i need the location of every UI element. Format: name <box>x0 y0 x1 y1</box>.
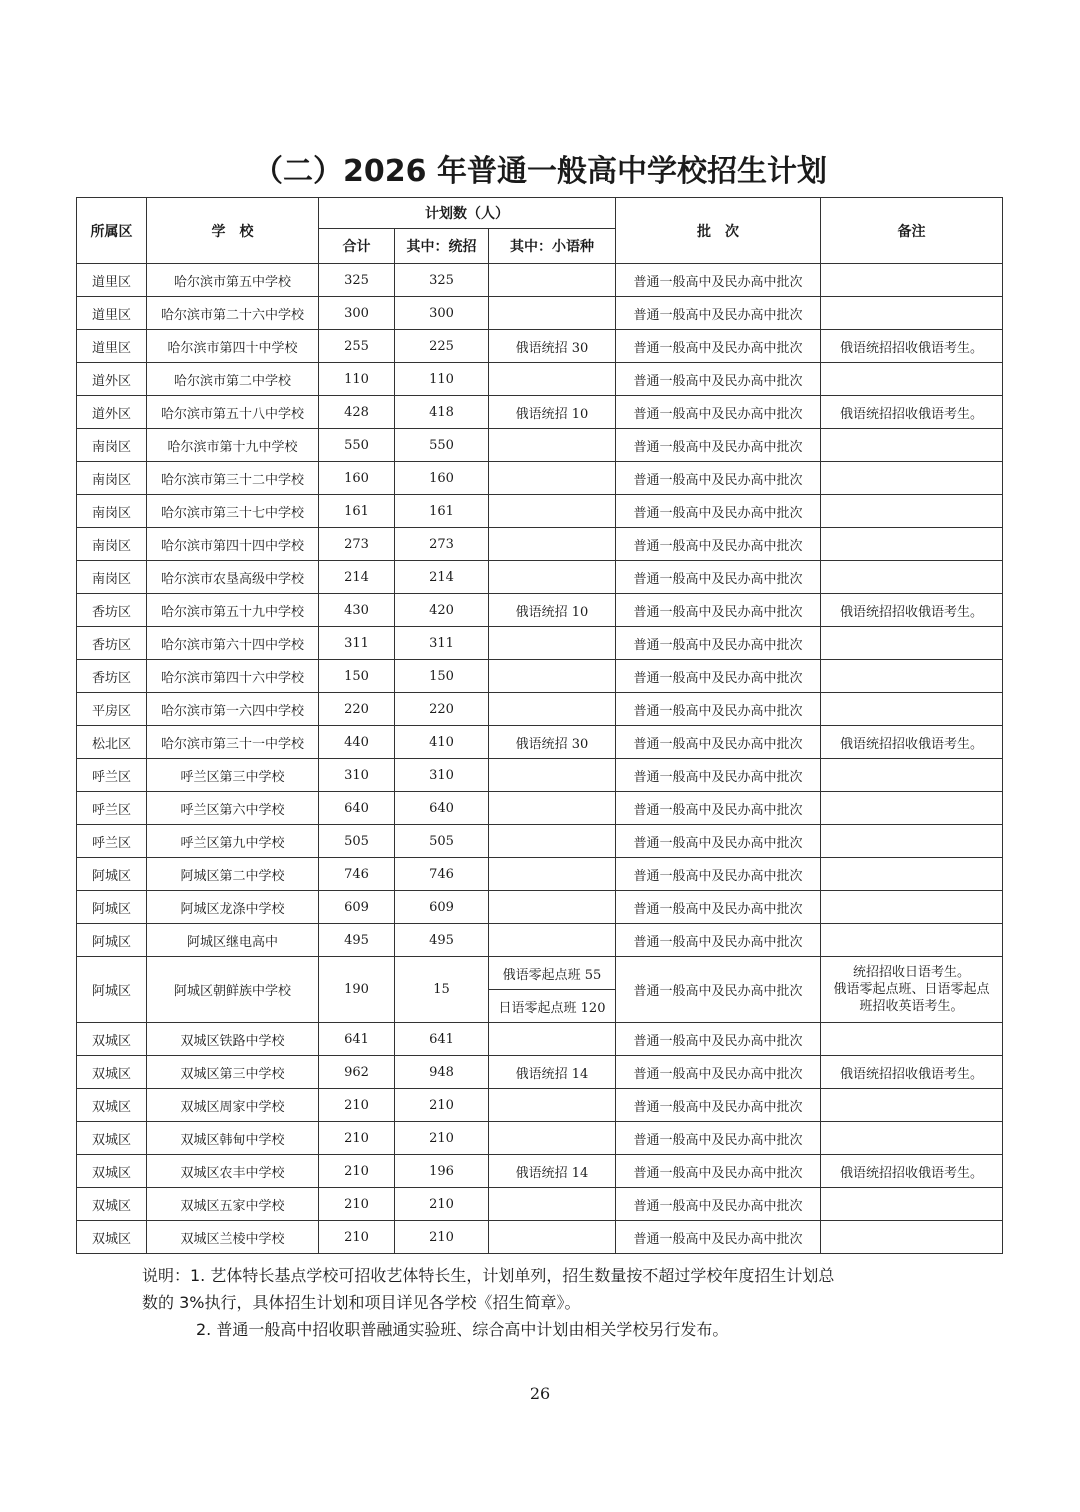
cell-total: 641 <box>319 1023 395 1056</box>
cell-remark <box>821 1023 1003 1056</box>
cell-batch: 普通一般高中及民办高中批次 <box>616 495 821 528</box>
cell-batch: 普通一般高中及民办高中批次 <box>616 363 821 396</box>
cell-total: 325 <box>319 264 395 297</box>
cell-district: 南岗区 <box>77 429 147 462</box>
cell-school: 阿城区朝鲜族中学校 <box>147 957 319 1023</box>
cell-batch: 普通一般高中及民办高中批次 <box>616 264 821 297</box>
cell-district: 双城区 <box>77 1089 147 1122</box>
cell-remark <box>821 1188 1003 1221</box>
cell-school: 哈尔滨市第五十九中学校 <box>147 594 319 627</box>
table-row <box>77 297 1003 330</box>
cell-district: 松北区 <box>77 726 147 759</box>
cell-unified: 161 <box>395 495 489 528</box>
table-row <box>77 726 1003 759</box>
cell-batch: 普通一般高中及民办高中批次 <box>616 330 821 363</box>
cell-remark <box>821 759 1003 792</box>
cell-unified: 110 <box>395 363 489 396</box>
cell-school: 双城区农丰中学校 <box>147 1155 319 1188</box>
cell-remark: 俄语统招招收俄语考生。 <box>821 726 1003 759</box>
cell-batch: 普通一般高中及民办高中批次 <box>616 660 821 693</box>
cell-district: 南岗区 <box>77 495 147 528</box>
cell-minor-language: 俄语统招 30 <box>489 330 616 363</box>
cell-district: 南岗区 <box>77 561 147 594</box>
cell-unified: 311 <box>395 627 489 660</box>
cell-school: 哈尔滨市第三十一中学校 <box>147 726 319 759</box>
cell-total: 190 <box>319 957 395 1023</box>
cell-district: 道里区 <box>77 330 147 363</box>
cell-unified: 641 <box>395 1023 489 1056</box>
table-row <box>77 792 1003 825</box>
header-batch: 批 次 <box>616 198 821 264</box>
cell-unified: 418 <box>395 396 489 429</box>
cell-total: 430 <box>319 594 395 627</box>
cell-remark <box>821 660 1003 693</box>
cell-total: 311 <box>319 627 395 660</box>
cell-remark <box>821 264 1003 297</box>
cell-batch: 普通一般高中及民办高中批次 <box>616 825 821 858</box>
table-body-upper <box>77 264 1003 957</box>
table-row <box>77 891 1003 924</box>
cell-remark <box>821 495 1003 528</box>
cell-unified: 410 <box>395 726 489 759</box>
cell-total: 428 <box>319 396 395 429</box>
cell-minor-language <box>489 1089 616 1122</box>
cell-district: 双城区 <box>77 1221 147 1254</box>
cell-minor-language: 俄语统招 14 <box>489 1056 616 1089</box>
cell-school: 双城区韩甸中学校 <box>147 1122 319 1155</box>
cell-minor-language <box>489 825 616 858</box>
cell-school: 双城区第三中学校 <box>147 1056 319 1089</box>
cell-remark <box>821 429 1003 462</box>
cell-minor-language <box>489 627 616 660</box>
cell-minor-language <box>489 858 616 891</box>
cell-batch: 普通一般高中及民办高中批次 <box>616 1221 821 1254</box>
cell-total: 300 <box>319 297 395 330</box>
cell-batch: 普通一般高中及民办高中批次 <box>616 528 821 561</box>
cell-batch: 普通一般高中及民办高中批次 <box>616 1023 821 1056</box>
cell-school: 阿城区继电高中 <box>147 924 319 957</box>
page-title: （二）2026 年普通一般高中学校招生计划 <box>253 154 827 189</box>
table-row <box>77 1023 1003 1056</box>
cell-total: 746 <box>319 858 395 891</box>
table-row <box>77 924 1003 957</box>
cell-minor-language: 日语零起点班 120 <box>489 990 616 1023</box>
cell-school: 阿城区龙涤中学校 <box>147 891 319 924</box>
cell-total: 273 <box>319 528 395 561</box>
cell-district: 双城区 <box>77 1155 147 1188</box>
cell-unified: 210 <box>395 1221 489 1254</box>
cell-school: 双城区铁路中学校 <box>147 1023 319 1056</box>
cell-district: 道外区 <box>77 363 147 396</box>
cell-unified: 420 <box>395 594 489 627</box>
cell-district: 双城区 <box>77 1188 147 1221</box>
cell-minor-language <box>489 660 616 693</box>
cell-unified: 15 <box>395 957 489 1023</box>
page-number: 26 <box>529 1384 551 1403</box>
cell-minor-language <box>489 297 616 330</box>
cell-minor-language <box>489 561 616 594</box>
cell-district: 双城区 <box>77 1023 147 1056</box>
cell-unified: 210 <box>395 1188 489 1221</box>
cell-unified: 640 <box>395 792 489 825</box>
cell-unified: 220 <box>395 693 489 726</box>
cell-total: 160 <box>319 462 395 495</box>
cell-district: 阿城区 <box>77 891 147 924</box>
cell-district: 阿城区 <box>77 858 147 891</box>
cell-remark <box>821 792 1003 825</box>
table-row <box>77 627 1003 660</box>
cell-minor-language: 俄语统招 14 <box>489 1155 616 1188</box>
table-row <box>77 957 1003 990</box>
cell-minor-language: 俄语统招 10 <box>489 594 616 627</box>
cell-school: 哈尔滨市第五中学校 <box>147 264 319 297</box>
cell-batch: 普通一般高中及民办高中批次 <box>616 924 821 957</box>
table-row <box>77 462 1003 495</box>
header-school: 学 校 <box>147 198 319 264</box>
cell-remark: 俄语统招招收俄语考生。 <box>821 1056 1003 1089</box>
cell-unified: 495 <box>395 924 489 957</box>
table-row <box>77 330 1003 363</box>
note-line: 2. 普通一般高中招收职普融通实验班、综合高中计划由相关学校另行发布。 <box>196 1320 729 1339</box>
cell-remark: 俄语统招招收俄语考生。 <box>821 396 1003 429</box>
cell-district: 呼兰区 <box>77 759 147 792</box>
cell-remark: 俄语统招招收俄语考生。 <box>821 594 1003 627</box>
table-row <box>77 759 1003 792</box>
table-row <box>77 528 1003 561</box>
cell-remark <box>821 693 1003 726</box>
table-row <box>77 1221 1003 1254</box>
cell-minor-language <box>489 759 616 792</box>
cell-remark: 俄语统招招收俄语考生。 <box>821 1155 1003 1188</box>
table-row <box>77 363 1003 396</box>
table-row <box>77 1188 1003 1221</box>
table-row <box>77 495 1003 528</box>
cell-district: 香坊区 <box>77 660 147 693</box>
cell-school: 哈尔滨市第二中学校 <box>147 363 319 396</box>
cell-batch: 普通一般高中及民办高中批次 <box>616 957 821 1023</box>
header-plan-group: 计划数（人） <box>319 198 616 229</box>
cell-school: 呼兰区第九中学校 <box>147 825 319 858</box>
cell-total: 550 <box>319 429 395 462</box>
cell-unified: 300 <box>395 297 489 330</box>
cell-school: 哈尔滨市第四十四中学校 <box>147 528 319 561</box>
cell-batch: 普通一般高中及民办高中批次 <box>616 726 821 759</box>
cell-district: 阿城区 <box>77 957 147 1023</box>
cell-unified: 160 <box>395 462 489 495</box>
cell-minor-language: 俄语统招 10 <box>489 396 616 429</box>
cell-remark <box>821 1122 1003 1155</box>
cell-unified: 273 <box>395 528 489 561</box>
cell-minor-language <box>489 792 616 825</box>
cell-unified: 325 <box>395 264 489 297</box>
cell-minor-language: 俄语统招 30 <box>489 726 616 759</box>
header-total: 合计 <box>319 229 395 264</box>
cell-school: 呼兰区第六中学校 <box>147 792 319 825</box>
cell-batch: 普通一般高中及民办高中批次 <box>616 693 821 726</box>
cell-total: 640 <box>319 792 395 825</box>
cell-batch: 普通一般高中及民办高中批次 <box>616 594 821 627</box>
cell-total: 255 <box>319 330 395 363</box>
cell-batch: 普通一般高中及民办高中批次 <box>616 759 821 792</box>
cell-total: 110 <box>319 363 395 396</box>
cell-school: 阿城区第二中学校 <box>147 858 319 891</box>
cell-batch: 普通一般高中及民办高中批次 <box>616 1188 821 1221</box>
cell-district: 香坊区 <box>77 594 147 627</box>
header-district: 所属区 <box>77 198 147 264</box>
cell-minor-language <box>489 1188 616 1221</box>
cell-batch: 普通一般高中及民办高中批次 <box>616 1089 821 1122</box>
cell-school: 哈尔滨市第四十中学校 <box>147 330 319 363</box>
cell-remark <box>821 297 1003 330</box>
cell-batch: 普通一般高中及民办高中批次 <box>616 627 821 660</box>
header-unified: 其中：统招 <box>395 229 489 264</box>
cell-district: 香坊区 <box>77 627 147 660</box>
enrollment-plan-table <box>76 197 1003 1254</box>
table-row <box>77 1122 1003 1155</box>
table-row <box>77 396 1003 429</box>
cell-total: 505 <box>319 825 395 858</box>
cell-total: 310 <box>319 759 395 792</box>
cell-total: 962 <box>319 1056 395 1089</box>
table-row <box>77 1155 1003 1188</box>
cell-unified: 150 <box>395 660 489 693</box>
note-line: 数的 3%执行，具体招生计划和项目详见各学校《招生简章》。 <box>142 1293 581 1312</box>
cell-minor-language <box>489 693 616 726</box>
table-header-row <box>77 198 1003 229</box>
cell-unified: 210 <box>395 1122 489 1155</box>
cell-school: 哈尔滨市第四十六中学校 <box>147 660 319 693</box>
table-row <box>77 561 1003 594</box>
cell-district: 道里区 <box>77 297 147 330</box>
cell-batch: 普通一般高中及民办高中批次 <box>616 792 821 825</box>
table-row <box>77 1089 1003 1122</box>
cell-total: 440 <box>319 726 395 759</box>
cell-school: 哈尔滨市第十九中学校 <box>147 429 319 462</box>
cell-district: 阿城区 <box>77 924 147 957</box>
cell-school: 哈尔滨市农垦高级中学校 <box>147 561 319 594</box>
cell-batch: 普通一般高中及民办高中批次 <box>616 297 821 330</box>
cell-remark <box>821 363 1003 396</box>
cell-minor-language <box>489 1122 616 1155</box>
cell-remark <box>821 1089 1003 1122</box>
cell-unified: 214 <box>395 561 489 594</box>
cell-minor-language <box>489 1023 616 1056</box>
cell-school: 双城区兰棱中学校 <box>147 1221 319 1254</box>
table-row <box>77 825 1003 858</box>
cell-total: 161 <box>319 495 395 528</box>
cell-remark <box>821 825 1003 858</box>
cell-remark <box>821 891 1003 924</box>
cell-remark <box>821 627 1003 660</box>
cell-unified: 225 <box>395 330 489 363</box>
cell-unified: 505 <box>395 825 489 858</box>
cell-minor-language <box>489 924 616 957</box>
cell-district: 呼兰区 <box>77 792 147 825</box>
cell-school: 哈尔滨市第一六四中学校 <box>147 693 319 726</box>
cell-batch: 普通一般高中及民办高中批次 <box>616 1155 821 1188</box>
cell-district: 南岗区 <box>77 462 147 495</box>
cell-school: 双城区五家中学校 <box>147 1188 319 1221</box>
cell-remark <box>821 561 1003 594</box>
cell-minor-language <box>489 528 616 561</box>
table-row <box>77 660 1003 693</box>
cell-total: 210 <box>319 1089 395 1122</box>
cell-remark <box>821 924 1003 957</box>
cell-unified: 948 <box>395 1056 489 1089</box>
cell-remark <box>821 957 1003 1023</box>
cell-minor-language <box>489 264 616 297</box>
cell-batch: 普通一般高中及民办高中批次 <box>616 1122 821 1155</box>
cell-remark <box>821 528 1003 561</box>
cell-school: 呼兰区第三中学校 <box>147 759 319 792</box>
cell-minor-language <box>489 363 616 396</box>
cell-total: 210 <box>319 1188 395 1221</box>
cell-batch: 普通一般高中及民办高中批次 <box>616 1056 821 1089</box>
cell-minor-language <box>489 495 616 528</box>
cell-minor-language <box>489 462 616 495</box>
cell-unified: 609 <box>395 891 489 924</box>
cell-total: 210 <box>319 1221 395 1254</box>
table-row <box>77 693 1003 726</box>
cell-school: 哈尔滨市第三十七中学校 <box>147 495 319 528</box>
cell-school: 哈尔滨市第二十六中学校 <box>147 297 319 330</box>
remark-line: 俄语零起点班、日语零起点 <box>833 982 990 997</box>
cell-district: 道里区 <box>77 264 147 297</box>
cell-unified: 196 <box>395 1155 489 1188</box>
table-row <box>77 858 1003 891</box>
cell-remark <box>821 1221 1003 1254</box>
cell-district: 道外区 <box>77 396 147 429</box>
cell-unified: 550 <box>395 429 489 462</box>
cell-batch: 普通一般高中及民办高中批次 <box>616 429 821 462</box>
cell-total: 210 <box>319 1155 395 1188</box>
table-body-lower <box>77 1023 1003 1254</box>
cell-batch: 普通一般高中及民办高中批次 <box>616 396 821 429</box>
cell-remark <box>821 858 1003 891</box>
cell-total: 609 <box>319 891 395 924</box>
notes-section <box>142 1262 962 1343</box>
cell-school: 哈尔滨市第五十八中学校 <box>147 396 319 429</box>
cell-district: 双城区 <box>77 1122 147 1155</box>
cell-total: 214 <box>319 561 395 594</box>
cell-batch: 普通一般高中及民办高中批次 <box>616 561 821 594</box>
cell-batch: 普通一般高中及民办高中批次 <box>616 891 821 924</box>
note-line: 说明：1. 艺体特长基点学校可招收艺体特长生，计划单列，招生数量按不超过学校年度招生计划总 <box>142 1266 835 1285</box>
cell-minor-language: 俄语零起点班 55 <box>489 957 616 990</box>
table-body-special <box>77 957 1003 1023</box>
cell-unified: 746 <box>395 858 489 891</box>
cell-school: 双城区周家中学校 <box>147 1089 319 1122</box>
cell-district: 南岗区 <box>77 528 147 561</box>
cell-total: 150 <box>319 660 395 693</box>
cell-batch: 普通一般高中及民办高中批次 <box>616 462 821 495</box>
table-row <box>77 264 1003 297</box>
cell-total: 220 <box>319 693 395 726</box>
cell-remark <box>821 462 1003 495</box>
cell-total: 210 <box>319 1122 395 1155</box>
cell-district: 呼兰区 <box>77 825 147 858</box>
table-row <box>77 594 1003 627</box>
cell-minor-language <box>489 1221 616 1254</box>
header-minor-language: 其中：小语种 <box>489 229 616 264</box>
cell-school: 哈尔滨市第三十二中学校 <box>147 462 319 495</box>
cell-district: 双城区 <box>77 1056 147 1089</box>
header-remarks: 备注 <box>821 198 1003 264</box>
cell-minor-language <box>489 891 616 924</box>
cell-district: 平房区 <box>77 693 147 726</box>
table-row <box>77 429 1003 462</box>
cell-unified: 210 <box>395 1089 489 1122</box>
table-row <box>77 1056 1003 1089</box>
cell-remark: 俄语统招招收俄语考生。 <box>821 330 1003 363</box>
cell-batch: 普通一般高中及民办高中批次 <box>616 858 821 891</box>
remark-line: 统招招收日语考生。 <box>853 965 971 980</box>
cell-unified: 310 <box>395 759 489 792</box>
remark-line: 班招收英语考生。 <box>859 999 964 1014</box>
cell-total: 495 <box>319 924 395 957</box>
cell-minor-language <box>489 429 616 462</box>
cell-school: 哈尔滨市第六十四中学校 <box>147 627 319 660</box>
